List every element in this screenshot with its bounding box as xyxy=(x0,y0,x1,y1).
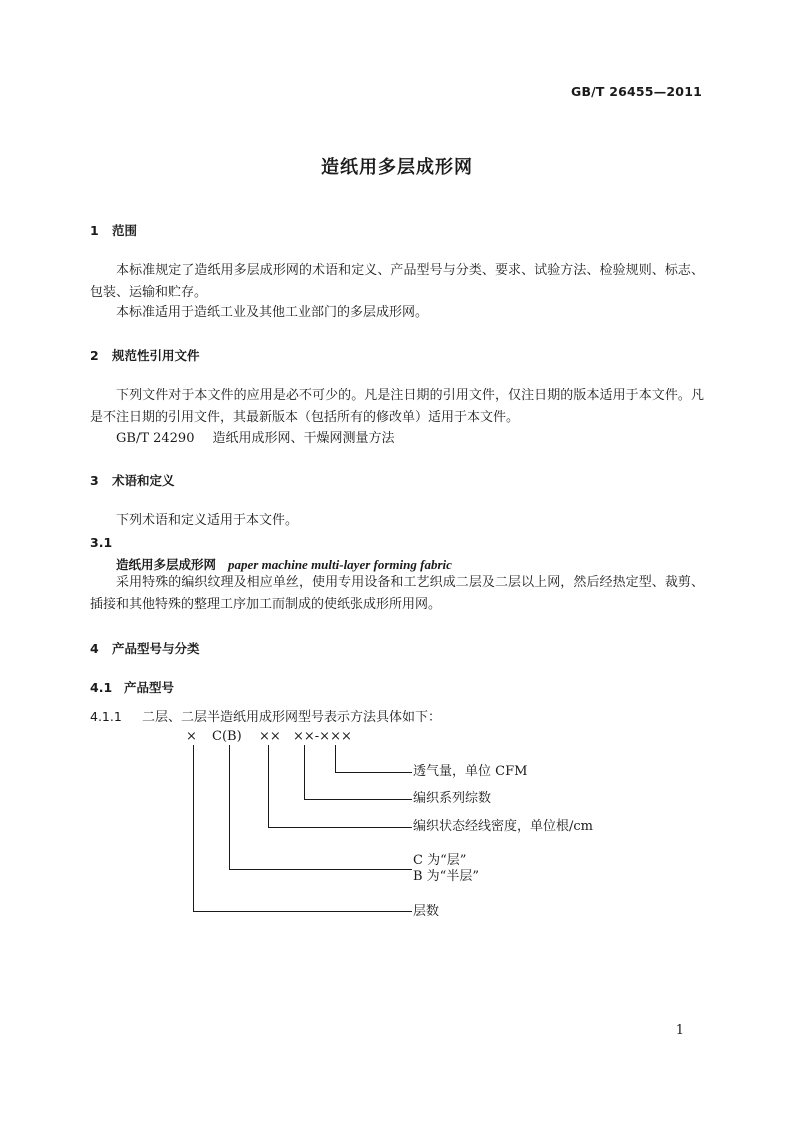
section-2-paragraph-1: 下列文件对于本文件的应用是必不可少的。凡是注日期的引用文件，仅注日期的版本适用于本文件。凡是不注日期的引用文件，其最新版本（包括所有的修改单）适用于本文件。 xyxy=(90,388,704,425)
section-title: 规范性引用文件 xyxy=(112,348,200,363)
section-title: 范围 xyxy=(112,223,138,238)
page-number: 1 xyxy=(675,1023,684,1038)
reference-code: GB/T 24290 xyxy=(116,431,195,446)
subsection-number: 4.1 xyxy=(90,680,113,695)
leader-layers xyxy=(194,745,413,912)
code-layers: × xyxy=(186,729,197,744)
standard-number: GB/T 26455—2011 xyxy=(570,84,702,99)
clause-number: 4.1.1 xyxy=(90,709,122,724)
code-density: ×× xyxy=(259,729,281,744)
section-1-paragraph-2: 本标准适用于造纸工业及其他工业部门的多层成形网。 xyxy=(116,305,429,320)
section-number: 3 xyxy=(90,473,99,488)
code-type: C(B) xyxy=(212,729,242,744)
label-layers: 层数 xyxy=(413,904,440,919)
document-title: 造纸用多层成形网 xyxy=(321,157,473,178)
section-title: 术语和定义 xyxy=(112,473,175,488)
clause-text: 二层、二层半造纸用成形网型号表示方法具体如下： xyxy=(142,710,442,725)
label-c-meaning: C 为“层” xyxy=(413,853,467,868)
leader-air-permeability xyxy=(336,745,413,773)
section-3-paragraph-1: 下列术语和定义适用于本文件。 xyxy=(116,513,299,528)
label-density: 编织状态经线密度，单位根/cm xyxy=(413,819,593,834)
subsection-title: 产品型号 xyxy=(124,680,175,695)
term-definition: 采用特殊的编织纹理及相应单丝，使用专用设备和工艺织成二层及二层以上网，然后经热定型、裁剪、插接和其他特殊的整理工序加工而制成的使纸张成形所用网。 xyxy=(90,575,704,612)
label-series: 编织系列综数 xyxy=(413,791,492,806)
section-title: 产品型号与分类 xyxy=(112,641,200,656)
label-b-meaning: B 为“半层” xyxy=(413,869,479,884)
section-1-paragraph-1: 本标准规定了造纸用多层成形网的术语和定义、产品型号与分类、要求、试验方法、检验规则、标志、包装、运输和贮存。 xyxy=(90,263,704,300)
label-air-permeability: 透气量，单位 CFM xyxy=(413,764,528,779)
section-number: 4 xyxy=(90,641,99,656)
reference-title: 造纸用成形网、干燥网测量方法 xyxy=(212,431,395,446)
code-series-permeability: ××-××× xyxy=(293,729,352,744)
term-chinese: 造纸用多层成形网 xyxy=(116,557,217,572)
section-number: 2 xyxy=(90,348,99,363)
term-number: 3.1 xyxy=(90,535,113,550)
leader-density xyxy=(269,745,413,828)
leader-type xyxy=(230,745,413,870)
section-number: 1 xyxy=(90,223,99,238)
term-english: paper machine multi-layer forming fabric xyxy=(228,557,452,572)
